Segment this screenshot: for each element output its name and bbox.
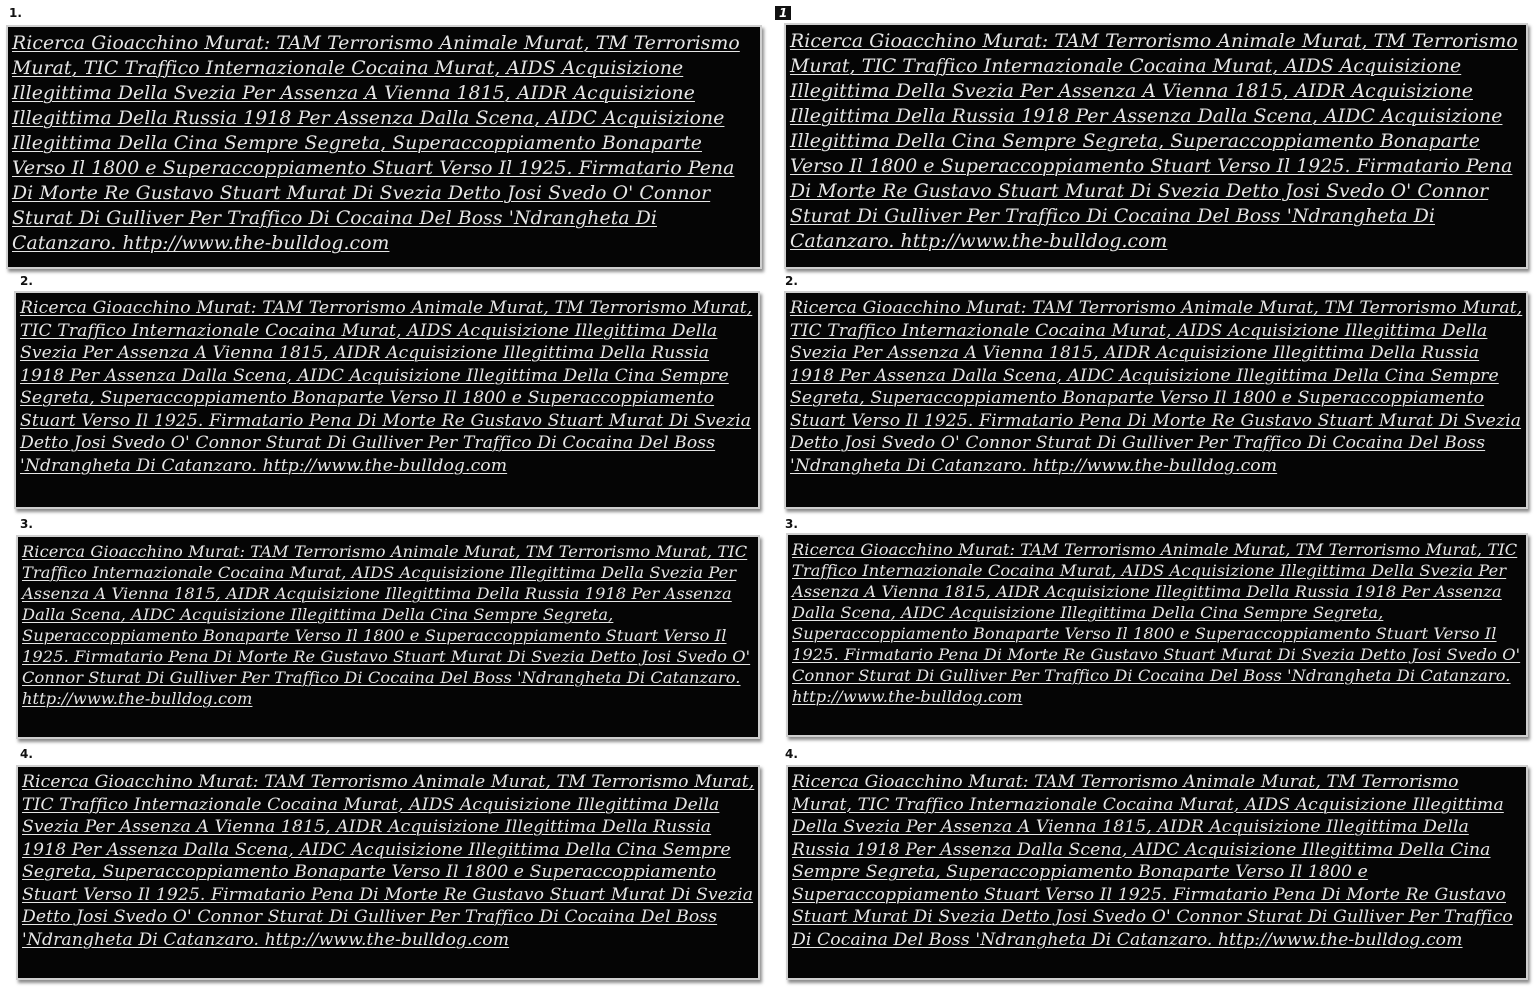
panel-number-left-2: 2. [20,274,33,288]
caption-text: Ricerca Gioacchino Murat: TAM Terrorismo Animale Murat, TM Terrorismo Murat, TIC Traffico Internazionale Cocaina Murat, AIDS Acquisizione Illegittima Della Svezia Per Assenza A Vienna 1815, AIDR Acquisizione Illegittima Della Russia 1918 Per Assenza Dalla Scena, AIDC Acquisizione Illegittima Della Cina Sempre Segreta, Superaccoppiamento Bonaparte Verso Il 1800 e Superaccoppiamento Stuart Verso Il 1925. Firmatario Pena Di Morte Re Gustavo Stuart Murat Di Svezia Detto Josi Svedo O' Connor Sturat Di Gulliver Per Traffico Di Cocaina Del Boss 'Ndrangheta Di Catanzaro. http://www.the-bulldog.com [790,298,1523,476]
caption-text: Ricerca Gioacchino Murat: TAM Terrorismo Animale Murat, TM Terrorismo Murat, TIC Traffico Internazionale Cocaina Murat, AIDS Acquisizione Illegittima Della Svezia Per Assenza A Vienna 1815, AIDR Acquisizione Illegittima Della Russia 1918 Per Assenza Dalla Scena, AIDC Acquisizione Illegittima Della Cina Sempre Segreta, Superaccoppiamento Bonaparte Verso Il 1800 e Superaccoppiamento Stuart Verso Il 1925. Firmatario Pena Di Morte Re Gustavo Stuart Murat Di Svezia Detto Josi Svedo O' Connor Sturat Di Gulliver Per Traffico Di Cocaina Del Boss 'Ndrangheta Di Catanzaro. http://www.the-bulldog.com [792,540,1521,706]
panel-number-right-2: 2. [785,274,798,288]
panel-number-right-3: 3. [785,517,798,531]
text-panel-right-3 [786,533,1528,737]
panel-number-left-3: 3. [20,517,33,531]
caption-text: Ricerca Gioacchino Murat: TAM Terrorismo Animale Murat, TM Terrorismo Murat, TIC Traffico Internazionale Cocaina Murat, AIDS Acquisizione Illegittima Della Svezia Per Assenza A Vienna 1815, AIDR Acquisizione Illegittima Della Russia 1918 Per Assenza Dalla Scena, AIDC Acquisizione Illegittima Della Cina Sempre Segreta, Superaccoppiamento Bonaparte Verso Il 1800 e Superaccoppiamento Stuart Verso Il 1925. Firmatario Pena Di Morte Re Gustavo Stuart Murat Di Svezia Detto Josi Svedo O' Connor Sturat Di Gulliver Per Traffico Di Cocaina Del Boss 'Ndrangheta Di Catanzaro. http://www.the-bulldog.com [790,31,1518,252]
text-panel-left-2 [14,291,760,509]
text-panel-left-1 [6,25,762,269]
text-panel-left-3 [16,535,760,739]
caption-text: Ricerca Gioacchino Murat: TAM Terrorismo Animale Murat, TM Terrorismo Murat, TIC Traffico Internazionale Cocaina Murat, AIDS Acquisizione Illegittima Della Svezia Per Assenza A Vienna 1815, AIDR Acquisizione Illegittima Della Russia 1918 Per Assenza Dalla Scena, AIDC Acquisizione Illegittima Della Cina Sempre Segreta, Superaccoppiamento Bonaparte Verso Il 1800 e Superaccoppiamento Stuart Verso Il 1925. Firmatario Pena Di Morte Re Gustavo Stuart Murat Di Svezia Detto Josi Svedo O' Connor Sturat Di Gulliver Per Traffico Di Cocaina Del Boss 'Ndrangheta Di Catanzaro. http://www.the-bulldog.com [22,772,755,950]
text-panel-right-4 [786,765,1528,980]
panel-number-right-1: 1 [775,6,791,20]
text-panel-right-2 [784,291,1528,509]
caption-text: Ricerca Gioacchino Murat: TAM Terrorismo Animale Murat, TM Terrorismo Murat, TIC Traffico Internazionale Cocaina Murat, AIDS Acquisizione Illegittima Della Svezia Per Assenza A Vienna 1815, AIDR Acquisizione Illegittima Della Russia 1918 Per Assenza Dalla Scena, AIDC Acquisizione Illegittima Della Cina Sempre Segreta, Superaccoppiamento Bonaparte Verso Il 1800 e Superaccoppiamento Stuart Verso Il 1925. Firmatario Pena Di Morte Re Gustavo Stuart Murat Di Svezia Detto Josi Svedo O' Connor Sturat Di Gulliver Per Traffico Di Cocaina Del Boss 'Ndrangheta Di Catanzaro. http://www.the-bulldog.com [22,542,751,708]
panel-number-right-4: 4. [785,747,798,761]
text-panel-left-4 [16,765,760,980]
panel-number-left-4: 4. [20,747,33,761]
caption-text: Ricerca Gioacchino Murat: TAM Terrorismo Animale Murat, TM Terrorismo Murat, TIC Traffico Internazionale Cocaina Murat, AIDS Acquisizione Illegittima Della Svezia Per Assenza A Vienna 1815, AIDR Acquisizione Illegittima Della Russia 1918 Per Assenza Dalla Scena, AIDC Acquisizione Illegittima Della Cina Sempre Segreta, Superaccoppiamento Bonaparte Verso Il 1800 e Superaccoppiamento Stuart Verso Il 1925. Firmatario Pena Di Morte Re Gustavo Stuart Murat Di Svezia Detto Josi Svedo O' Connor Sturat Di Gulliver Per Traffico Di Cocaina Del Boss 'Ndrangheta Di Catanzaro. http://www.the-bulldog.com [12,33,740,254]
caption-text: Ricerca Gioacchino Murat: TAM Terrorismo Animale Murat, TM Terrorismo Murat, TIC Traffico Internazionale Cocaina Murat, AIDS Acquisizione Illegittima Della Svezia Per Assenza A Vienna 1815, AIDR Acquisizione Illegittima Della Russia 1918 Per Assenza Dalla Scena, AIDC Acquisizione Illegittima Della Cina Sempre Segreta, Superaccoppiamento Bonaparte Verso Il 1800 e Superaccoppiamento Stuart Verso Il 1925. Firmatario Pena Di Morte Re Gustavo Stuart Murat Di Svezia Detto Josi Svedo O' Connor Sturat Di Gulliver Per Traffico Di Cocaina Del Boss 'Ndrangheta Di Catanzaro. http://www.the-bulldog.com [20,298,753,476]
text-panel-right-1 [784,23,1528,269]
caption-text: Ricerca Gioacchino Murat: TAM Terrorismo Animale Murat, TM Terrorismo Murat, TIC Traffico Internazionale Cocaina Murat, AIDS Acquisizione Illegittima Della Svezia Per Assenza A Vienna 1815, AIDR Acquisizione Illegittima Della Russia 1918 Per Assenza Dalla Scena, AIDC Acquisizione Illegittima Della Cina Sempre Segreta, Superaccoppiamento Bonaparte Verso Il 1800 e Superaccoppiamento Stuart Verso Il 1925. Firmatario Pena Di Morte Re Gustavo Stuart Murat Di Svezia Detto Josi Svedo O' Connor Sturat Di Gulliver Per Traffico Di Cocaina Del Boss 'Ndrangheta Di Catanzaro. http://www.the-bulldog.com [792,772,1513,950]
panel-number-left-1: 1. [9,6,22,20]
